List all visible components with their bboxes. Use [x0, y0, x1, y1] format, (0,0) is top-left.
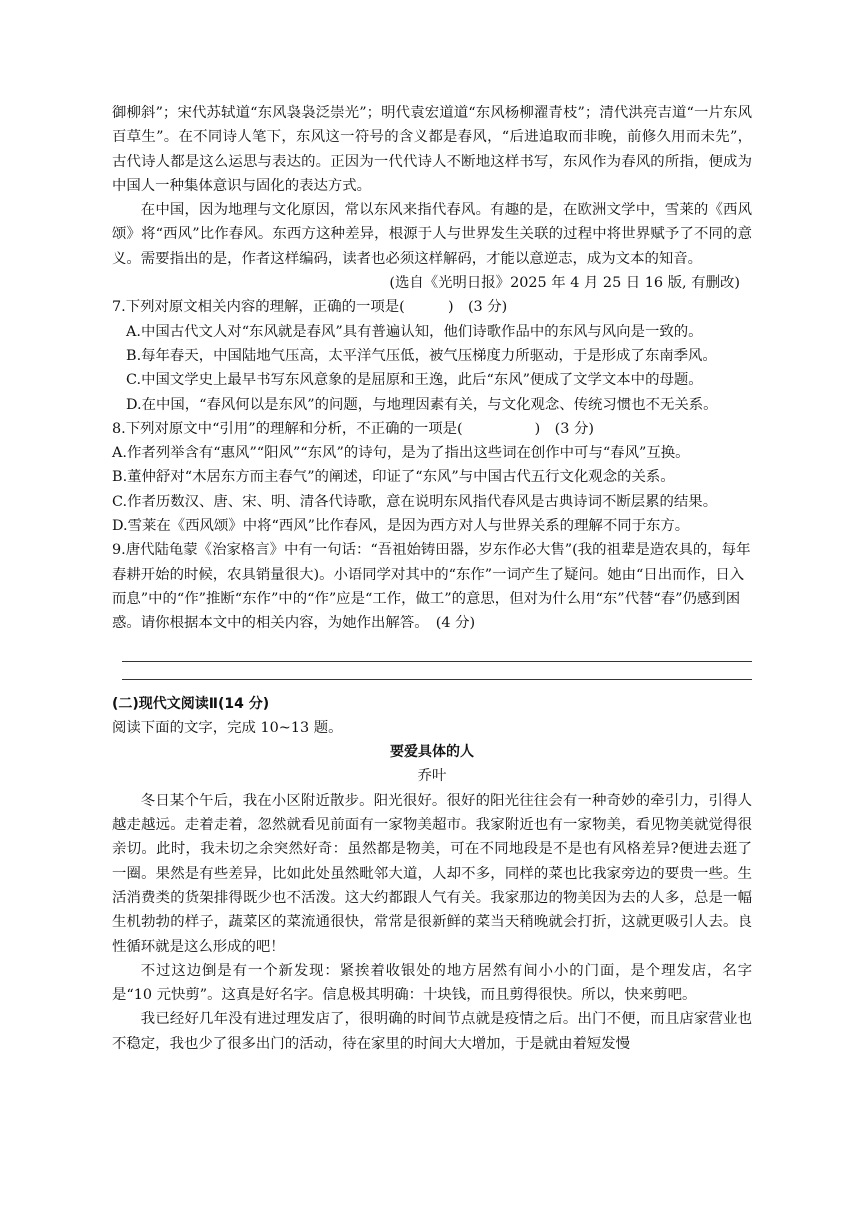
option-a: A.中国古代文人对“东风就是春风”具有普遍认知，他们诗歌作品中的东风与风向是一致的。: [126, 323, 703, 340]
option-d: D.在中国，“春风何以是东风”的问题，与地理因素有关，与文化观念、传统习惯也不无关系。: [126, 396, 718, 413]
passage-paragraph: 在中国，因为地理与文化原因，常以东风来指代春风。有趣的是，在欧洲文学中，雪莱的《西风颂》将“西风”比作春风。东西方这种差异，根源于人与世界发生关联的过程中将世界赋予了不同的意义。需要指出的是，作者这样编码，读者也必须这样解码，才能以意逆志，成为文本的知音。: [112, 202, 752, 267]
exam-page: [112, 101, 752, 1056]
answer-line[interactable]: [122, 644, 752, 662]
question-9: [112, 538, 752, 679]
article-paragraph: 不过这边倒是有一个新发现：紧挨着收银处的地方居然有间小小的门面，是个理发店，名字是“10 元快剪”。这真是好名字。信息极其明确：十块钱，而且剪得很快。所以，快来剪吧。: [112, 962, 752, 1004]
passage-paragraph: 御柳斜”；宋代苏轼道“东风袅袅泛崇光”；明代袁宏道道“东风杨柳濯青枝”；清代洪亮吉道“一片东风百草生”。在不同诗人笔下，东风这一符号的含义都是春风，“后进追取而非晚，前修久用而未先”，古代诗人都是这么运思与表达的。正因为一代代诗人不断地这样书写，东风作为春风的所指，便成为中国人一种集体意识与固化的表达方式。: [112, 105, 752, 194]
question-7: [112, 295, 752, 416]
question-8: [112, 417, 752, 538]
passage-source: (选自《光明日报》2025 年 4 月 25 日 16 版, 有删改): [389, 275, 740, 292]
section-heading: (二)现代文阅读Ⅱ(14 分): [112, 695, 270, 712]
option-d: D.雪莱在《西风颂》中将“西风”比作春风，是因为西方对人与世界关系的理解不同于东方。: [112, 518, 690, 535]
option-b: B.董仲舒对“木居东方而主春气”的阐述，印证了“东风”与中国古代五行文化观念的关系。: [112, 469, 675, 486]
article-title: 要爱具体的人: [390, 744, 474, 761]
option-a: A.作者列举含有“惠风”“阳风”“东风”的诗句，是为了指出这些词在创作中可与“春风”互换。: [112, 445, 690, 462]
question-stem: 7.下列对原文相关内容的理解，正确的一项是( ) (3 分): [112, 299, 508, 316]
option-c: C.作者历数汉、唐、宋、明、清各代诗歌，意在说明东风指代春风是古典诗词不断层累的结果。: [112, 493, 718, 510]
article-author: 乔叶: [417, 768, 447, 785]
article-paragraph: 冬日某个午后，我在小区附近散步。阳光很好。很好的阳光往往会有一种奇妙的牵引力，引得人越走越远。走着走着，忽然就看见前面有一家物美超市。我家附近也有一家物美，看见物美就觉得很亲切。此时，我未切之余突然好奇：虽然都是物美，可在不同地段是不是也有风格差异?便进去逛了一圈。果然是有些差异，比如此处虽然毗邻大道，人却不多，同样的菜也比我家旁边的要贵一些。生活消费类的货架排得既少也不活泼。这大约都跟人气有关。我家那边的物美因为去的人多，总是一幅生机勃勃的样子，蔬菜区的菜流通很快，常常是很新鲜的菜当天稍晚就会打折，这就更吸引人去。良性循环就是这么形成的吧！: [112, 792, 752, 955]
answer-line[interactable]: [122, 662, 752, 680]
answer-lines: [112, 644, 752, 680]
question-stem: 8.下列对原文中“引用”的理解和分析，不正确的一项是( ) (3 分): [112, 420, 594, 437]
option-c: C.中国文学史上最早书写东风意象的是屈原和王逸，此后“东风”便成了文学文本中的母题。: [126, 372, 703, 389]
option-b: B.每年春天，中国陆地气压高，太平洋气压低，被气压梯度力所驱动，于是形成了东南季风。: [126, 347, 717, 364]
article-paragraph: 我已经好几年没有进过理发店了，很明确的时间节点就是疫情之后。出门不便，而且店家营业也不稳定，我也少了很多出门的活动，待在家里的时间大大增加，于是就由着短发慢: [112, 1011, 752, 1052]
question-stem: 9.唐代陆龟蒙《治家格言》中有一句话：“吾祖始铸田器，岁东作必大售”(我的祖辈是造农具的，每年春耕开始的时候，农具销量很大)。小语同学对其中的“东作”一词产生了疑问。她由“日出而作，日入而息”中的“作”推断“东作”中的“作”应是“工作，做工”的意思，但对为什么用“东”代替“春”仍感到困惑。请你根据本文中的相关内容，为她作出解答。 (4 分): [112, 542, 751, 632]
section-instruction: 阅读下面的文字，完成 10~13 题。: [112, 719, 343, 736]
